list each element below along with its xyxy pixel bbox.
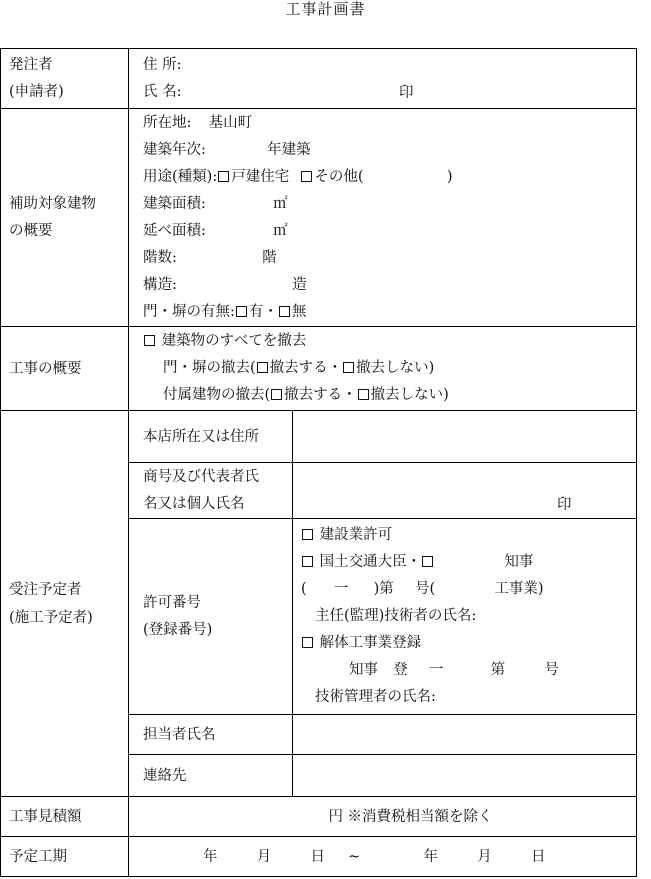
schedule-start-year: 年 [203,848,218,865]
schedule-start-month: 月 [256,848,272,865]
gate-keep-label: 撤去しない) [356,360,435,376]
annex-remove-label: 撤去する・ [284,387,357,403]
area-line[interactable] [143,191,636,218]
schedule-end-day: 日 [530,848,546,865]
construction-permit-label: 建設業許可 [319,527,393,543]
use-detached-checkbox[interactable] [218,171,229,182]
permit-line5 [301,630,636,657]
tech-manager-label: 技術管理者の氏名: [315,689,436,705]
building-label-line2: の概要 [9,222,53,239]
gate-remove-checkbox[interactable] [257,362,268,373]
area-unit: ㎡ [273,195,288,212]
contractor-label-line1: 受注予定者 [9,581,82,598]
permit-label [129,519,293,715]
trade-field[interactable] [293,463,637,519]
work-item1-label: 建築物のすべてを撤去 [161,333,307,349]
gate-remove-label: 撤去する・ [269,360,343,376]
floors-label: 階数: [143,249,177,266]
person-field[interactable] [293,715,637,755]
building-label [1,109,129,327]
permit-line4[interactable] [301,603,636,630]
governor-checkbox[interactable] [422,556,433,567]
governor-label: 知事 [504,554,534,570]
floor-area-unit: ㎡ [273,222,288,239]
schedule-start-day: 日 [310,848,325,865]
work-info [129,327,637,411]
building-info [129,109,637,327]
reg-go: 号 [544,662,559,678]
work-label: 工事の概要 [1,327,129,411]
permit-line6[interactable] [301,657,636,684]
floor-area-line[interactable] [143,218,636,245]
orderer-label-line2: (申請者) [9,83,64,100]
floors-line[interactable] [143,245,636,272]
use-line [143,164,636,191]
trade-label-line2: 名又は個人氏名 [143,495,245,512]
annex-keep-label: 撤去しない) [370,387,449,403]
estimate-field[interactable] [129,797,637,837]
reg-to-label: 登 [393,662,408,678]
gate-line [143,299,636,326]
permit-field [293,519,637,715]
hq-field[interactable] [293,411,637,463]
work-item1-line [143,328,636,355]
contractor-label-line2: (施工予定者) [9,609,93,626]
structure-unit: 造 [292,276,307,293]
construction-plan-table [0,48,637,877]
mlit-label: 国土交通大臣・ [319,554,422,570]
gate-yes-label: 有・ [248,303,278,320]
chief-engineer-label: 主任(監理)技術者の氏名: [315,608,477,624]
year-suffix: 年建築 [267,141,311,158]
address-label: 住 所: [143,56,182,73]
hq-label: 本店所在又は住所 [129,411,293,463]
structure-line[interactable] [143,272,636,299]
schedule-row [1,837,637,877]
permit-line1 [301,522,636,549]
gate-no-checkbox[interactable] [279,306,290,317]
reg-dai: 第 [490,662,506,678]
work-item1-checkbox[interactable] [144,335,155,346]
use-label: 用途(種類): [143,168,218,185]
permit-line2 [301,549,636,576]
contact-label: 連絡先 [129,755,293,797]
contact-field[interactable] [293,755,637,797]
use-other-label: その他( [314,168,364,185]
construction-permit-checkbox[interactable] [302,529,313,540]
estimate-row [1,797,637,837]
building-row [1,109,637,327]
demolition-registration-label: 解体工事業登録 [319,635,422,651]
permit-dai: )第 [373,581,394,597]
annex-remove-checkbox[interactable] [271,389,282,400]
gate-no-label: 無 [291,303,307,320]
trade-label [129,463,293,519]
structure-label: 構造: [143,276,177,293]
permit-paren-open: ( [301,581,307,597]
area-label: 建築面積: [143,195,206,212]
estimate-value: 円 ※消費税相当額を除く [328,808,493,825]
permit-dash: 一 [333,581,349,597]
orderer-name-line[interactable] [143,79,636,106]
reg-governor-label: 知事 [349,662,378,678]
use-close: ) [446,168,453,185]
estimate-label: 工事見積額 [1,797,129,837]
location-value: 基山町 [208,114,253,131]
permit-label-line2: (登録番号) [143,621,213,638]
location-line[interactable] [143,110,636,137]
schedule-tilde: ~ [348,848,361,865]
location-label: 所在地: [143,114,192,131]
contractor-label [1,411,129,797]
gate-yes-checkbox[interactable] [236,306,247,317]
mlit-checkbox[interactable] [302,556,313,567]
orderer-label-line1: 発注者 [9,56,53,73]
trade-seal: 印 [557,497,572,513]
annex-keep-checkbox[interactable] [358,389,369,400]
trade-label-line1: 商号及び代表者氏 [143,468,259,485]
gate-label: 門・塀の有無: [143,303,235,320]
floors-unit: 階 [262,249,277,266]
use-other-checkbox[interactable] [301,171,312,182]
contractor-hq-row [1,411,637,463]
permit-go: 号( [415,581,436,597]
orderer-seal: 印 [399,85,414,101]
permit-label-line1: 許可番号 [143,594,201,611]
permit-trade-type: 工事業) [494,581,544,597]
schedule-label: 予定工期 [1,837,129,877]
schedule-field[interactable] [129,837,637,877]
use-detached-label: 戸建住宅 [231,168,290,185]
orderer-info [129,49,637,109]
page-title: 工事計画書 [285,0,366,18]
name-label: 氏 名: [143,83,182,100]
gate-keep-checkbox[interactable] [343,362,354,373]
work-item3-line [143,382,636,409]
schedule-end-year: 年 [423,848,439,865]
orderer-address-line[interactable] [143,52,636,79]
year-label: 建築年次: [143,141,206,158]
work-item2-line [143,355,636,382]
permit-line7[interactable] [301,684,636,711]
demolition-registration-checkbox[interactable] [302,637,313,648]
reg-dash: 一 [428,662,444,678]
permit-line3[interactable] [301,576,636,603]
year-line[interactable] [143,137,636,164]
building-label-line1: 補助対象建物 [9,195,96,212]
floor-area-label: 延べ面積: [143,222,206,239]
work-item2-label: 門・塀の撤去( [163,360,256,376]
orderer-row [1,49,637,109]
person-label: 担当者氏名 [129,715,293,755]
schedule-end-month: 月 [477,848,492,865]
orderer-label [1,49,129,109]
work-item3-label: 付属建物の撤去( [163,387,271,403]
work-row [1,327,637,411]
